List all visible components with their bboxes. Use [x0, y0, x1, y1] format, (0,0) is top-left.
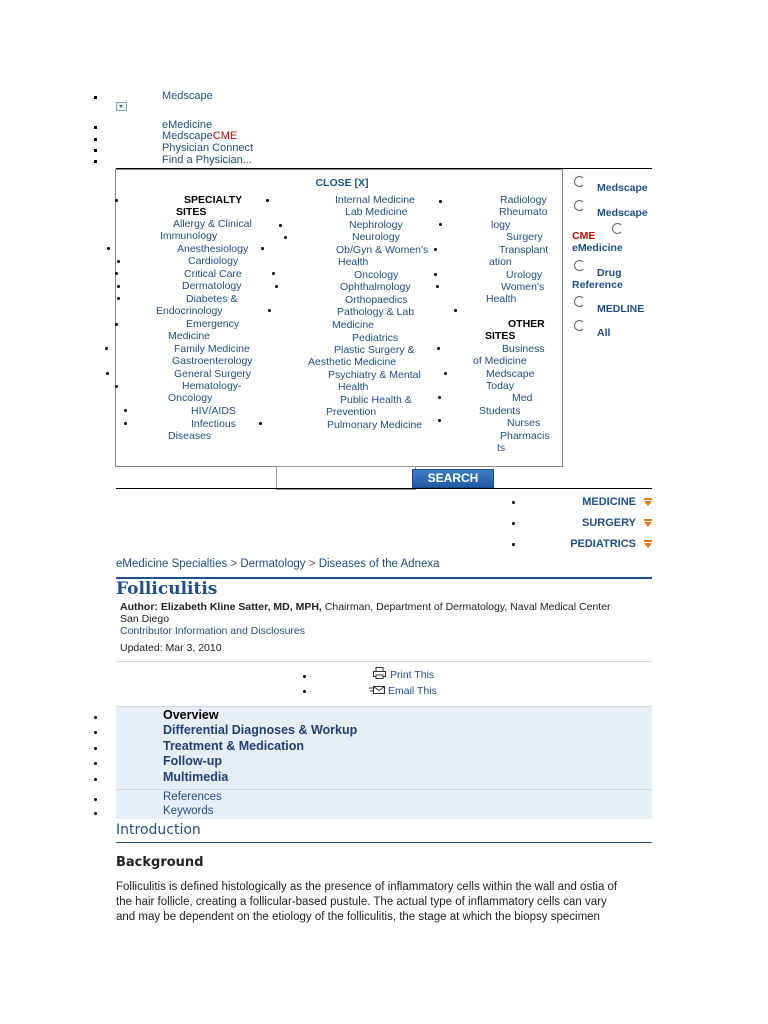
author-line — [120, 601, 611, 613]
site-link[interactable]: Radiology — [500, 194, 547, 206]
site-link[interactable]: Dermatology — [182, 280, 242, 292]
author-affiliation: San Diego — [120, 613, 170, 625]
bullet — [272, 272, 275, 275]
email-link[interactable]: Email This — [388, 685, 437, 697]
option-drug-reference[interactable]: Reference — [572, 279, 623, 291]
option-emedicine[interactable]: eMedicine — [572, 242, 623, 254]
divider — [116, 789, 652, 790]
search-button[interactable]: SEARCH — [412, 469, 494, 488]
bullet — [124, 422, 127, 425]
site-link[interactable]: Orthopaedics — [345, 294, 408, 306]
site-link[interactable]: Family Medicine — [174, 343, 250, 355]
radio-icon[interactable] — [574, 320, 585, 331]
site-link[interactable]: Med — [512, 392, 533, 404]
chevron-down-icon[interactable] — [644, 501, 652, 506]
bullet — [94, 798, 97, 801]
bullet — [444, 372, 447, 375]
paragraph-line: Folliculitis is defined histologically as the presence of inflammatory cells within the wall and ostia of — [116, 881, 618, 893]
radio-icon[interactable] — [574, 260, 585, 271]
site-link[interactable]: Infectious — [191, 418, 236, 430]
bullet — [94, 96, 97, 99]
bullet — [512, 543, 515, 546]
site-link[interactable]: Health — [338, 256, 369, 268]
site-link[interactable]: Plastic Surgery & — [334, 344, 415, 356]
bullet — [94, 149, 97, 152]
bullet — [434, 273, 437, 276]
site-link[interactable]: Pulmonary Medicine — [327, 419, 423, 431]
bullet — [434, 248, 437, 251]
email-icon[interactable] — [369, 683, 386, 695]
medicine-link[interactable]: MEDICINE — [582, 496, 636, 508]
site-link[interactable]: Medscape — [486, 368, 535, 380]
bullet — [279, 224, 282, 227]
bullet — [94, 731, 97, 734]
printer-icon[interactable] — [373, 667, 386, 679]
bullet — [115, 385, 118, 388]
site-link[interactable]: Today — [486, 380, 515, 392]
bullet — [512, 501, 515, 504]
toc-multimedia[interactable]: Multimedia — [163, 770, 229, 784]
bullet — [94, 762, 97, 765]
site-link[interactable]: HIV/AIDS — [191, 405, 236, 417]
page-title: Folliculitis — [116, 579, 218, 599]
site-link[interactable]: Neurology — [352, 231, 400, 243]
option-medscape-cme[interactable]: Medscape — [597, 207, 648, 219]
bullet — [117, 260, 120, 263]
chevron-down-icon[interactable] — [644, 522, 652, 527]
site-link[interactable]: Ob/Gyn & Women's — [336, 244, 429, 256]
site-link[interactable]: Oncology — [168, 392, 213, 404]
site-link[interactable]: Pharmacis — [500, 430, 550, 442]
bullet — [105, 347, 108, 350]
breadcrumb — [116, 558, 440, 570]
option-all[interactable]: All — [597, 327, 611, 339]
subsection-heading: Background — [116, 855, 204, 870]
breadcrumb-separator: > — [308, 558, 316, 570]
bullet — [436, 285, 439, 288]
dropdown-arrow-icon[interactable] — [116, 102, 127, 111]
site-link[interactable]: Immunology — [160, 230, 218, 242]
divider — [116, 706, 652, 707]
bullet — [94, 747, 97, 750]
bullet — [438, 419, 441, 422]
bullet — [303, 690, 306, 693]
bullet — [275, 285, 278, 288]
bullet — [106, 372, 109, 375]
toc-followup[interactable]: Follow-up — [163, 754, 223, 768]
site-link[interactable]: of Medicine — [473, 355, 527, 367]
site-link[interactable]: Anesthesiology — [177, 243, 249, 255]
medscape-cme-link[interactable]: MedscapeCME — [162, 130, 238, 142]
emedicine-link[interactable]: eMedicine — [162, 119, 213, 131]
breadcrumb-adnexa[interactable]: Diseases of the Adnexa — [318, 558, 440, 570]
site-link[interactable]: Cardiology — [188, 255, 239, 267]
site-link[interactable]: Diabetes & — [186, 293, 238, 305]
sites-dropdown-panel — [115, 169, 563, 467]
bullet — [284, 236, 287, 239]
site-link[interactable]: Internal Medicine — [335, 194, 415, 206]
breadcrumb-specialties[interactable]: eMedicine Specialties — [116, 558, 228, 570]
bullet — [94, 812, 97, 815]
other-sites-heading: OTHER — [508, 318, 545, 330]
site-link[interactable]: Pathology & Lab — [337, 306, 415, 318]
physician-connect-link[interactable]: Physician Connect — [162, 142, 254, 154]
surgery-link[interactable]: SURGERY — [582, 517, 636, 529]
bullet — [115, 199, 118, 202]
site-link[interactable]: ation — [489, 256, 512, 268]
chevron-down-icon[interactable] — [644, 543, 652, 548]
site-link[interactable]: Lab Medicine — [345, 206, 408, 218]
site-link[interactable]: Aesthetic Medicine — [308, 356, 397, 368]
bullet — [261, 247, 264, 250]
site-link[interactable]: Hematology- — [182, 380, 242, 392]
divider — [116, 842, 652, 843]
site-link[interactable]: Diseases — [168, 430, 212, 442]
specialty-sites-heading-2: SITES — [176, 206, 207, 218]
site-link[interactable]: Medicine — [332, 319, 375, 331]
pediatrics-link[interactable]: PEDIATRICS — [570, 538, 636, 550]
breadcrumb-separator: > — [230, 558, 238, 570]
breadcrumb-dermatology[interactable]: Dermatology — [240, 558, 306, 570]
site-link[interactable]: Emergency — [186, 318, 240, 330]
bullet — [439, 200, 442, 203]
site-link[interactable]: Health — [338, 381, 369, 393]
toc-treatment[interactable]: Treatment & Medication — [163, 739, 304, 753]
search-input[interactable] — [276, 466, 416, 490]
body-paragraph — [116, 880, 656, 925]
divider — [116, 488, 652, 489]
menu-icon — [644, 519, 652, 521]
specialty-sites-heading: SPECIALTY — [184, 194, 243, 206]
site-link[interactable]: General Surgery — [174, 368, 252, 380]
site-link[interactable]: Women's — [501, 281, 545, 293]
bullet — [454, 309, 457, 312]
author-title: Chairman, Department of Dermatology, Naval Medical Center — [321, 601, 611, 613]
option-medline[interactable]: MEDLINE — [597, 303, 645, 315]
find-physician-link[interactable]: Find a Physician... — [162, 154, 252, 166]
bullet — [437, 347, 440, 350]
site-link[interactable]: Gastroenterology — [172, 355, 253, 367]
bullet — [115, 323, 118, 326]
menu-icon — [644, 540, 652, 542]
site-link[interactable]: Pediatrics — [352, 332, 399, 344]
bullet — [303, 675, 306, 678]
site-link[interactable]: Allergy & Clinical — [173, 218, 252, 230]
toc-keywords[interactable]: Keywords — [163, 805, 214, 817]
bullet — [124, 409, 127, 412]
site-link[interactable]: Urology — [506, 269, 543, 281]
bullet — [94, 778, 97, 781]
close-button[interactable]: CLOSE [X] — [315, 177, 369, 189]
bullet — [438, 396, 441, 399]
site-link[interactable]: Rheumato — [499, 206, 548, 218]
bullet — [512, 522, 515, 525]
site-link[interactable]: Prevention — [326, 406, 377, 418]
site-link[interactable]: Students — [479, 405, 521, 417]
site-link[interactable]: Endocrinology — [156, 305, 223, 317]
site-link[interactable]: logy — [491, 219, 511, 231]
site-link[interactable]: Transplant — [499, 244, 549, 256]
site-link[interactable]: ts — [497, 442, 506, 454]
site-link[interactable]: Nurses — [507, 417, 541, 429]
bullet — [94, 126, 97, 129]
updated-date: Updated: Mar 3, 2010 — [120, 642, 222, 654]
site-link[interactable]: Critical Care — [184, 268, 242, 280]
menu-icon — [644, 498, 652, 500]
site-link[interactable]: Health — [486, 293, 517, 305]
toc-overview[interactable]: Overview — [163, 708, 219, 722]
site-link[interactable]: Medicine — [168, 330, 211, 342]
medscape-link[interactable]: Medscape — [162, 90, 213, 102]
radio-icon[interactable] — [574, 296, 585, 307]
bullet — [94, 138, 97, 141]
bullet — [107, 247, 110, 250]
toc-references[interactable]: References — [163, 791, 222, 803]
bullet — [266, 199, 269, 202]
section-heading: Introduction — [116, 822, 201, 838]
site-link[interactable]: Business — [502, 343, 545, 355]
site-link[interactable]: Ophthalmology — [340, 281, 411, 293]
bullet — [115, 272, 118, 275]
site-link[interactable]: Surgery — [506, 231, 543, 243]
divider — [116, 661, 652, 662]
option-cme-label[interactable]: CME — [572, 230, 596, 242]
site-link[interactable]: Psychiatry & Mental — [328, 369, 421, 381]
paragraph-line: the hair follicle, creating a follicular-based pustule. The actual type of inflammatory cells can vary — [116, 896, 607, 908]
bullet — [259, 422, 262, 425]
option-medscape[interactable]: Medscape — [597, 182, 648, 194]
site-link[interactable]: Oncology — [354, 269, 399, 281]
other-sites-heading-2: SITES — [485, 330, 516, 342]
radio-icon[interactable] — [574, 176, 585, 187]
author-name: Author: Elizabeth Kline Satter, MD, MPH, — [120, 601, 322, 613]
radio-icon[interactable] — [612, 223, 623, 234]
bullet — [439, 223, 442, 226]
toc-diagnoses[interactable]: Differential Diagnoses & Workup — [163, 723, 358, 737]
contributor-link[interactable]: Contributor Information and Disclosures — [120, 625, 306, 637]
bullet — [117, 297, 120, 300]
bullet — [117, 285, 120, 288]
bullet — [268, 309, 271, 312]
paragraph-line: and may be dependent on the etiology of the folliculitis, the stage at which the biopsy specimen — [116, 911, 600, 923]
site-link[interactable]: Public Health & — [340, 394, 412, 406]
option-drug[interactable]: Drug — [597, 267, 622, 279]
site-link[interactable]: Nephrology — [349, 219, 403, 231]
radio-icon[interactable] — [574, 200, 585, 211]
bullet — [94, 716, 97, 719]
bullet — [94, 160, 97, 163]
print-link[interactable]: Print This — [390, 669, 435, 681]
